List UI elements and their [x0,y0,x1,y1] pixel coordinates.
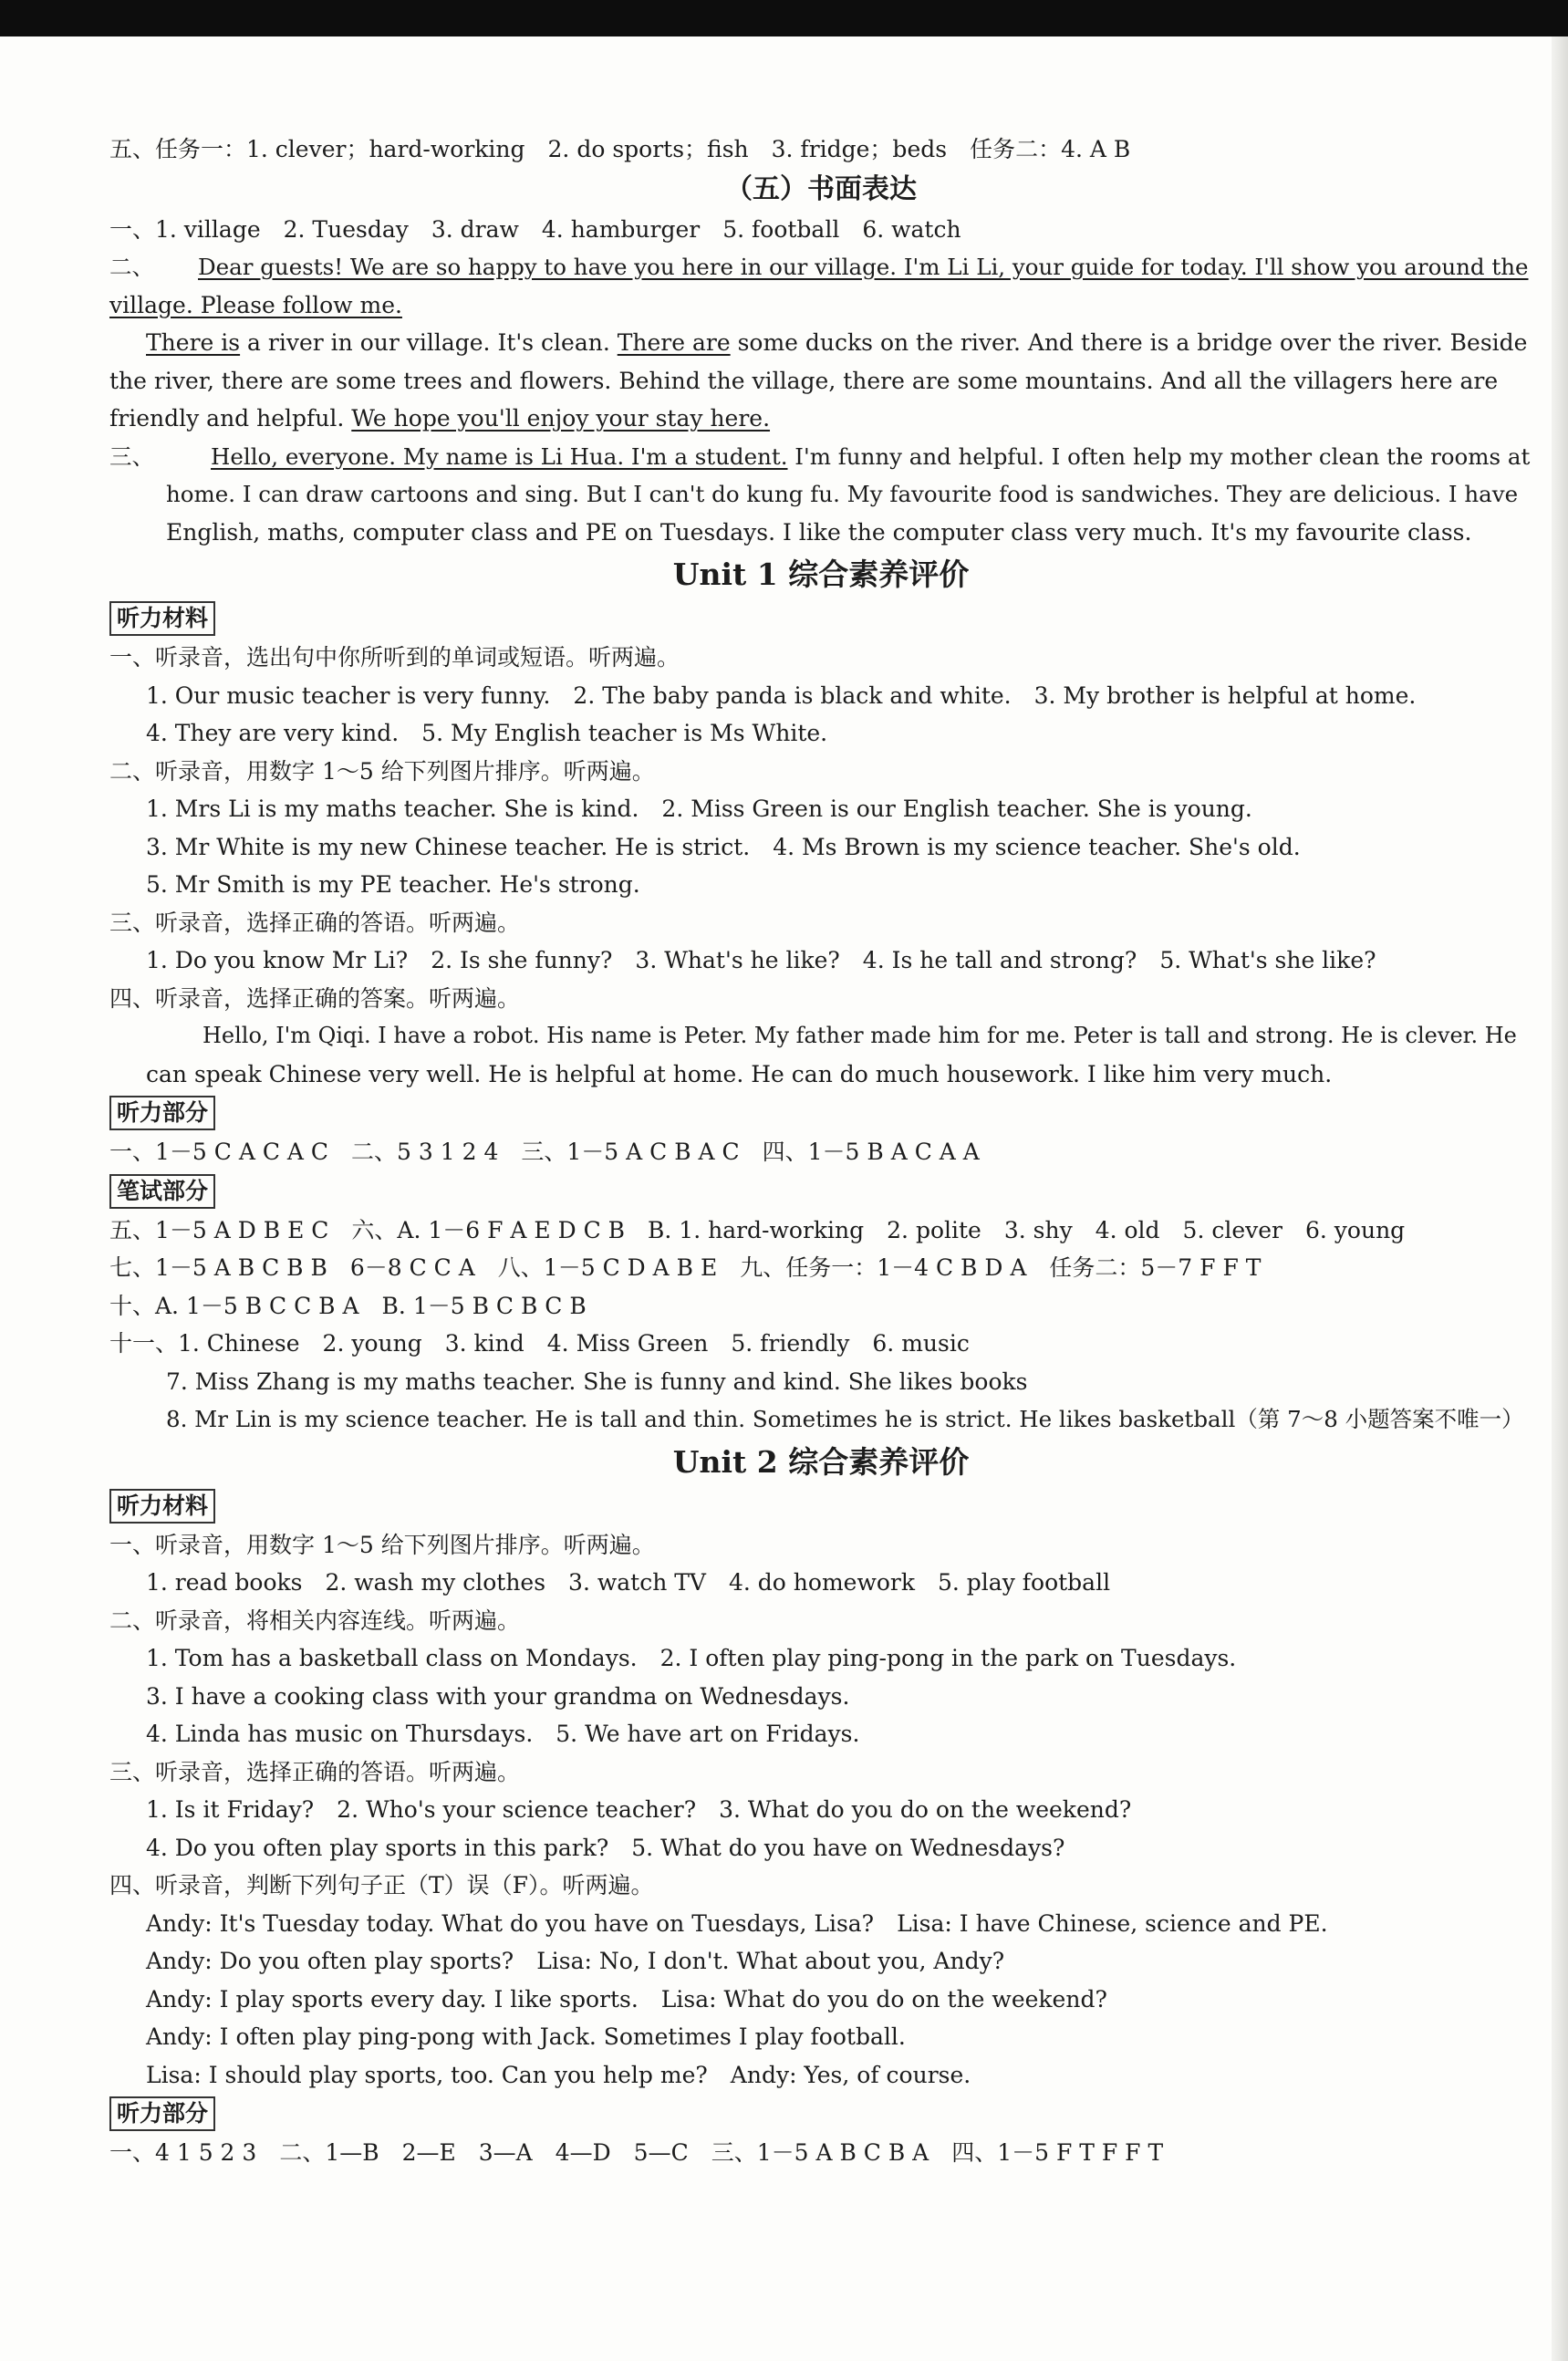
unit2-line: 二、听录音，将相关内容连线。听两遍。 [109,1607,521,1634]
unit1-written-answer: 十一、1. Chinese 2. young 3. kind 4. Miss Green 5. friendly 6. music [109,1330,970,1357]
unit1-line: 1. Mrs Li is my maths teacher. She is kind. 2. Miss Green is our English teacher. She is young. [146,796,1252,822]
writing-q2-underlined-cont: village. Please follow me. [109,291,402,318]
text: a river in our village. It's clean. [240,329,618,356]
task-answer-line: 五、任务一：1. clever；hard-working 2. do sports；fish 3. fridge；beds 任务二：4. A B [109,136,1131,162]
unit1-line: 3. Mr White is my new Chinese teacher. He is strict. 4. Ms Brown is my science teacher. She's old. [146,833,1301,860]
unit1-title: Unit 1 综合素养评价 [672,556,970,592]
unit1-line: 4. They are very kind. 5. My English teacher is Ms White. [146,720,828,746]
unit1-line: 三、听录音，选择正确的答语。听两遍。 [109,909,521,936]
unit1-line: 一、听录音，选出句中你所听到的单词或短语。听两遍。 [109,644,680,671]
text: I'm funny and helpful. I often help my mother clean the rooms at [787,442,1531,470]
answer-page [109,130,1532,2172]
scan-right-shadow [1552,36,1568,2361]
unit1-label-listening: 听力部分 [109,1096,215,1130]
unit1-line: 1. Do you know Mr Li? 2. Is she funny? 3. What's he like? 4. Is he tall and strong? 5. What's she like? [146,947,1376,973]
writing-q2-line5 [109,400,1532,438]
unit2-dialogue-line: Lisa: I should play sports, too. Can you help me? Andy: Yes, of course. [146,2061,971,2088]
unit1-label-written: 笔试部分 [109,1174,215,1209]
unit1-listening-answers: 一、1－5 C A C A C 二、5 3 1 2 4 三、1－5 A C B A C 四、1－5 B A C A A [109,1139,980,1165]
unit1-line: can speak Chinese very well. He is helpful at home. He can do much housework. I like him very much. [146,1060,1333,1087]
unit1-written-answer: 十、A. 1－5 B C C B A B. 1－5 B C B C B [109,1292,587,1319]
writing-q1: 一、1. village 2. Tuesday 3. draw 4. hamburger 5. football 6. watch [109,215,961,243]
unit2-line: 四、听录音，判断下列句子正（T）误（F）。听两遍。 [109,1872,654,1898]
unit2-dialogue-line: Andy: I play sports every day. I like sports. Lisa: What do you do on the weekend? [146,1985,1107,2013]
unit2-line: 一、听录音，用数字 1～5 给下列图片排序。听两遍。 [109,1531,655,1558]
unit1-written-answer: 8. Mr Lin is my science teacher. He is tall and thin. Sometimes he is strict. He likes basketball（第 7～8 小题答案不唯一） [166,1406,1524,1432]
unit1-line: 5. Mr Smith is my PE teacher. He's strong. [146,871,640,898]
writing-q2-line3 [109,324,1532,362]
unit2-line: 4. Do you often play sports in this park? 5. What do you have on Wednesdays? [146,1834,1065,1861]
unit1-written-answer: 七、1－5 A B C B B 6－8 C C A 八、1－5 C D A B E 九、任务一：1－4 C B D A 任务二：5－7 F F T [109,1254,1262,1281]
unit1-line: Hello, I'm Qiqi. I have a robot. His name is Peter. My father made him for me. Peter is tall and strong. He is clever. He [202,1023,1517,1048]
text: friendly and helpful. [109,405,352,432]
underlined-we-hope: We hope you'll enjoy your stay here. [351,405,771,432]
unit2-label-listening: 听力部分 [109,2096,215,2131]
unit1-written-answer: 五、1－5 A D B E C 六、A. 1－6 F A E D C B B. 1. hard-working 2. polite 3. shy 4. old 5. clever 6. young [109,1216,1406,1243]
unit2-line: 1. read books 2. wash my clothes 3. watch TV 4. do homework 5. play football [146,1569,1111,1596]
unit2-dialogue-line: Andy: I often play ping-pong with Jack. Sometimes I play football. [146,2023,906,2050]
unit2-line: 4. Linda has music on Thursdays. 5. We have art on Fridays. [146,1721,860,1747]
underlined-there-are: There are [617,329,731,356]
unit2-listening-answers: 一、4 1 5 2 3 二、1—B 2—E 3—A 4—D 5—C 三、1－5 A B C B A 四、1－5 F T F F T [109,2139,1164,2166]
writing-q3-label: 三、 [109,442,154,470]
unit1-line: 二、听录音，用数字 1～5 给下列图片排序。听两遍。 [109,757,655,785]
writing-q3-line1 [109,438,1532,476]
unit2-label-materials: 听力材料 [109,1489,215,1524]
unit2-dialogue-line: Andy: Do you often play sports? Lisa: No, I don't. What about you, Andy? [146,1948,1005,1974]
writing-q2-label: 二、 [109,254,154,280]
section-title-writing: （五）书面表达 [725,172,917,205]
unit2-line: 3. I have a cooking class with your grandma on Wednesdays. [146,1682,850,1710]
unit2-line: 1. Is it Friday? 2. Who's your science teacher? 3. What do you do on the weekend? [146,1796,1132,1823]
writing-q2-line4: the river, there are some trees and flowers. Behind the village, there are some mountains. And all the villagers here are [109,367,1499,394]
scan-top-border [0,0,1568,36]
writing-q2-line1 [109,248,1532,286]
unit2-line: 三、听录音，选择正确的答语。听两遍。 [109,1758,521,1785]
writing-q2-underlined: Dear guests! We are so happy to have you here in our village. I'm Li Li, your guide for today. I'll show you around the [198,254,1529,280]
underlined-there-is: There is [146,329,241,356]
unit1-label-materials: 听力材料 [109,601,215,636]
writing-q3-line3: English, maths, computer class and PE on Tuesdays. I like the computer class very much. It's my favourite class. [166,518,1472,546]
writing-q2-line2 [109,286,1532,325]
writing-q3-underlined: Hello, everyone. My name is Li Hua. I'm a student. [211,442,788,470]
unit1-line: 四、听录音，选择正确的答案。听两遍。 [109,984,521,1012]
unit2-dialogue-line: Andy: It's Tuesday today. What do you have on Tuesdays, Lisa? Lisa: I have Chinese, science and PE. [146,1909,1328,1937]
unit2-line: 1. Tom has a basketball class on Mondays. 2. I often play ping-pong in the park on Tuesdays. [146,1645,1237,1671]
text: some ducks on the river. And there is a bridge over the river. Beside [730,329,1528,356]
writing-q3-line2: home. I can draw cartoons and sing. But I can't do kung fu. My favourite food is sandwiches. They are delicious. I have [166,481,1519,507]
unit2-title: Unit 2 综合素养评价 [672,1443,970,1480]
unit1-written-answer: 7. Miss Zhang is my maths teacher. She is funny and kind. She likes books [166,1368,1028,1395]
unit1-line: 1. Our music teacher is very funny. 2. The baby panda is black and white. 3. My brother is helpful at home. [146,681,1417,709]
